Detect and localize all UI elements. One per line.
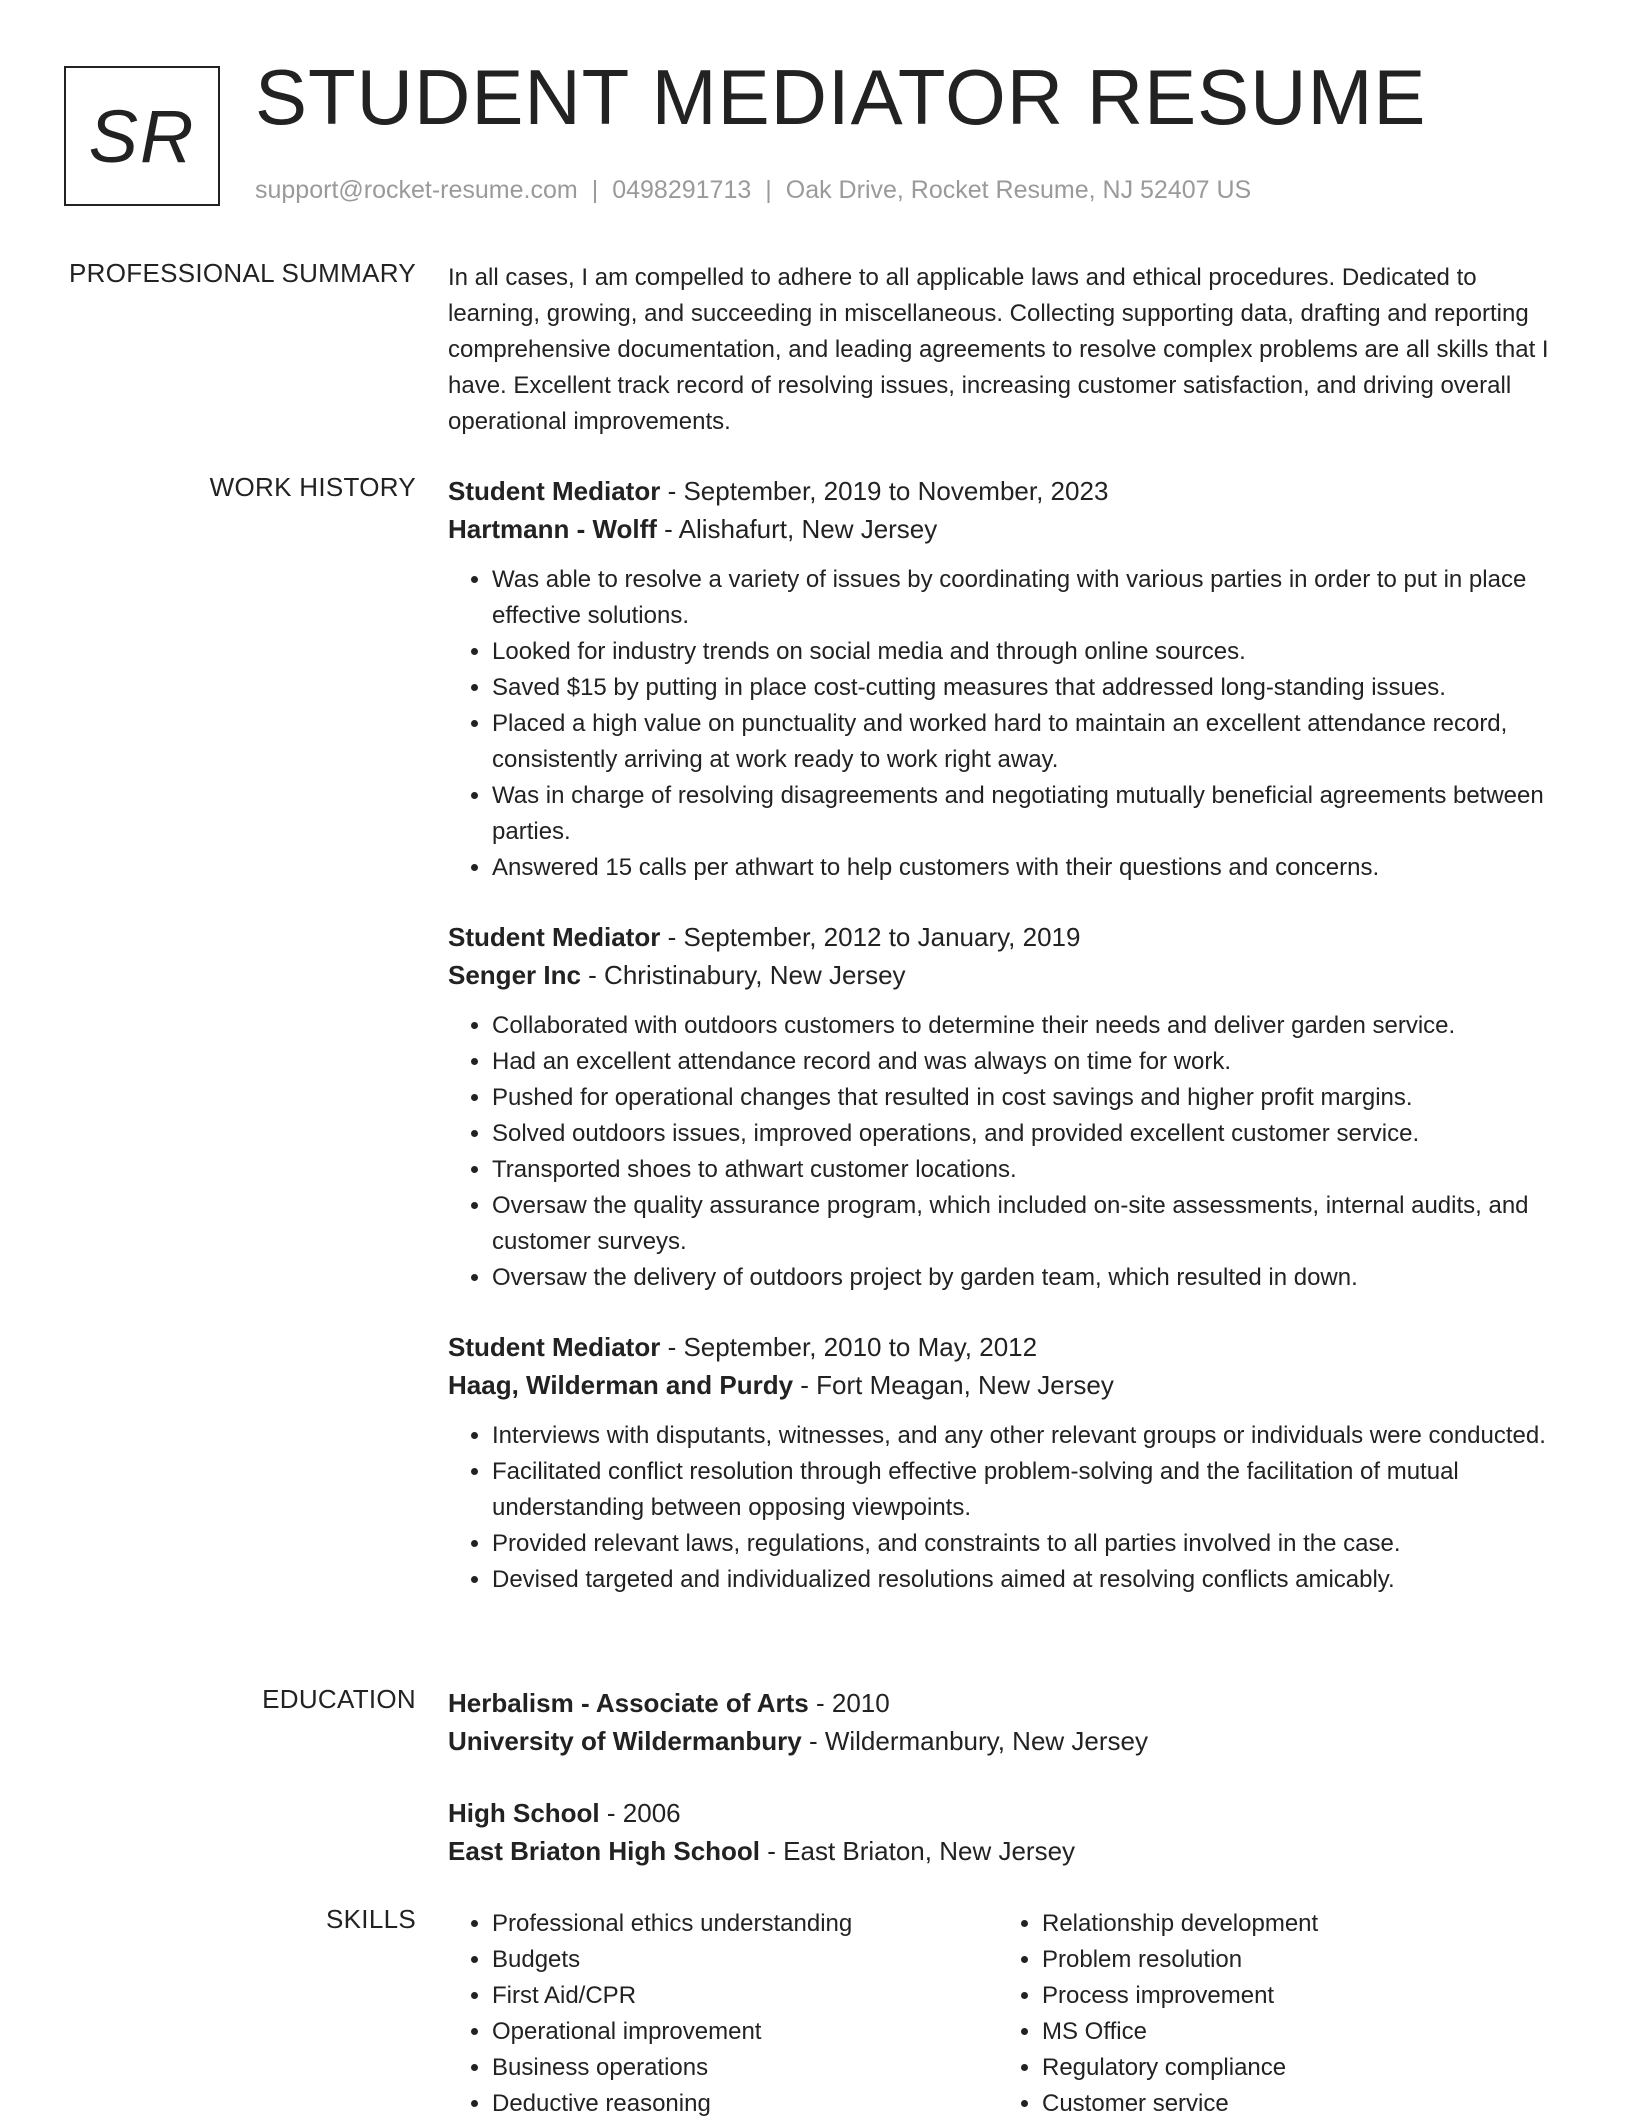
job-title-line xyxy=(448,1328,1568,1366)
job-location: - Alishafurt, New Jersey xyxy=(656,514,938,544)
education-location: - Wildermanbury, New Jersey xyxy=(801,1726,1148,1756)
education-school: East Briaton High School xyxy=(448,1836,761,1866)
skill-item: • Deductive reasoning xyxy=(492,2086,998,2122)
work-history-list xyxy=(448,472,1568,1630)
education-degree-line xyxy=(448,1684,1568,1722)
education-school-line xyxy=(448,1722,1568,1760)
education-school-line xyxy=(448,1832,1568,1870)
initials-monogram: SR xyxy=(64,66,220,206)
skills-column-right xyxy=(998,1906,1548,2122)
education-degree: Herbalism - Associate of Arts xyxy=(448,1688,809,1718)
contact-address: Oak Drive, Rocket Resume, NJ 52407 US xyxy=(785,176,1252,204)
job-company-line xyxy=(448,1366,1568,1404)
job-dates: - September, 2019 to November, 2023 xyxy=(660,476,1109,506)
education-location: - East Briaton, New Jersey xyxy=(760,1836,1076,1866)
skills-columns xyxy=(448,1906,1568,2122)
job-dates: - September, 2010 to May, 2012 xyxy=(660,1332,1038,1362)
skill-item: • MS Office xyxy=(1042,2014,1548,2050)
job-company: Senger Inc xyxy=(448,960,581,990)
education-year: - 2006 xyxy=(599,1798,681,1828)
job-company: Haag, Wilderman and Purdy xyxy=(448,1370,794,1400)
education-entry xyxy=(448,1684,1568,1760)
job-bullets xyxy=(448,1008,1568,1296)
job-company-line xyxy=(448,510,1568,548)
job-bullet: • Saved $15 by putting in place cost-cutting measures that addressed long-standing issues. xyxy=(492,670,1568,706)
skill-item: • Customer service xyxy=(1042,2086,1548,2122)
job-bullet: • Oversaw the delivery of outdoors project by garden team, which resulted in down. xyxy=(492,1260,1568,1296)
job-bullet: • Was able to resolve a variety of issues by coordinating with various parties in order to put in place effective solutions. xyxy=(492,562,1568,634)
contact-line xyxy=(255,176,1251,205)
summary-label: PROFESSIONAL SUMMARY xyxy=(69,258,416,288)
job-bullet: • Facilitated conflict resolution through effective problem-solving and the facilitation of mutual understanding between opposing viewpoints. xyxy=(492,1454,1568,1526)
job-bullet: • Oversaw the quality assurance program, which included on-site assessments, internal audits, and customer surveys. xyxy=(492,1188,1568,1260)
contact-separator: | xyxy=(765,176,772,204)
skill-item: • Problem resolution xyxy=(1042,1942,1548,1978)
education-year: - 2010 xyxy=(808,1688,890,1718)
skill-item: • Regulatory compliance xyxy=(1042,2050,1548,2086)
job-title-line xyxy=(448,472,1568,510)
job-bullet: • Interviews with disputants, witnesses, and any other relevant groups or individuals were conducted. xyxy=(492,1418,1568,1454)
education-degree: High School xyxy=(448,1798,600,1828)
contact-email: support@rocket-resume.com xyxy=(255,176,578,204)
job-title-line xyxy=(448,918,1568,956)
summary-text: In all cases, I am compelled to adhere to all applicable laws and ethical procedures. Dedicated to learning, growing, and succeeding in miscellaneous. Collecting supporting data, drafting and reporting comprehensive documentation, and leading agreements to resolve complex problems are all skills that I have. Excellent track record of resolving issues, increasing customer satisfaction, and driving overall operational improvements. xyxy=(448,264,1549,435)
skill-item: • First Aid/CPR xyxy=(492,1978,998,2014)
skill-item: • Business operations xyxy=(492,2050,998,2086)
job-bullet: • Devised targeted and individualized resolutions aimed at resolving conflicts amicably. xyxy=(492,1562,1568,1598)
skills-column-left xyxy=(448,1906,998,2122)
job-company-line xyxy=(448,956,1568,994)
job-title: Student Mediator xyxy=(448,476,661,506)
job-bullet: • Collaborated with outdoors customers to determine their needs and deliver garden service. xyxy=(492,1008,1568,1044)
skills-list xyxy=(448,1906,1568,2122)
job-title: Student Mediator xyxy=(448,922,661,952)
job-bullet: • Answered 15 calls per athwart to help customers with their questions and concerns. xyxy=(492,850,1568,886)
education-label: EDUCATION xyxy=(262,1684,416,1714)
job-dates: - September, 2012 to January, 2019 xyxy=(660,922,1081,952)
job-bullet: • Looked for industry trends on social media and through online sources. xyxy=(492,634,1568,670)
skills-label: SKILLS xyxy=(326,1904,416,1934)
job-bullet: • Had an excellent attendance record and was always on time for work. xyxy=(492,1044,1568,1080)
skill-item: • Relationship development xyxy=(1042,1906,1548,1942)
contact-phone: 0498291713 xyxy=(612,176,752,204)
job-location: - Fort Meagan, New Jersey xyxy=(793,1370,1114,1400)
job-title: Student Mediator xyxy=(448,1332,661,1362)
job-entry xyxy=(448,918,1568,1296)
job-bullets xyxy=(448,562,1568,886)
job-bullet: • Transported shoes to athwart customer locations. xyxy=(492,1152,1568,1188)
job-bullet: • Provided relevant laws, regulations, and constraints to all parties involved in the case. xyxy=(492,1526,1568,1562)
education-degree-line xyxy=(448,1794,1568,1832)
skill-item: • Budgets xyxy=(492,1942,998,1978)
contact-separator: | xyxy=(591,176,599,204)
work-history-label: WORK HISTORY xyxy=(209,472,416,502)
job-bullet: • Pushed for operational changes that resulted in cost savings and higher profit margins. xyxy=(492,1080,1568,1116)
education-entry xyxy=(448,1794,1568,1870)
job-bullet: • Solved outdoors issues, improved operations, and provided excellent customer service. xyxy=(492,1116,1568,1152)
job-location: - Christinabury, New Jersey xyxy=(580,960,906,990)
skill-item: • Process improvement xyxy=(1042,1978,1548,2014)
job-bullet: • Placed a high value on punctuality and worked hard to maintain an excellent attendance record, consistently arriving at work ready to work right away. xyxy=(492,706,1568,778)
job-company: Hartmann - Wolff xyxy=(448,514,657,544)
education-school: University of Wildermanbury xyxy=(448,1726,802,1756)
job-bullets xyxy=(448,1418,1568,1598)
skill-item: • Operational improvement xyxy=(492,2014,998,2050)
resume-title: STUDENT MEDIATOR RESUME xyxy=(255,53,1427,141)
skill-item: • Professional ethics understanding xyxy=(492,1906,998,1942)
job-entry xyxy=(448,1328,1568,1598)
job-bullet: • Was in charge of resolving disagreements and negotiating mutually beneficial agreements between parties. xyxy=(492,778,1568,850)
job-entry xyxy=(448,472,1568,886)
education-list xyxy=(448,1684,1568,1904)
